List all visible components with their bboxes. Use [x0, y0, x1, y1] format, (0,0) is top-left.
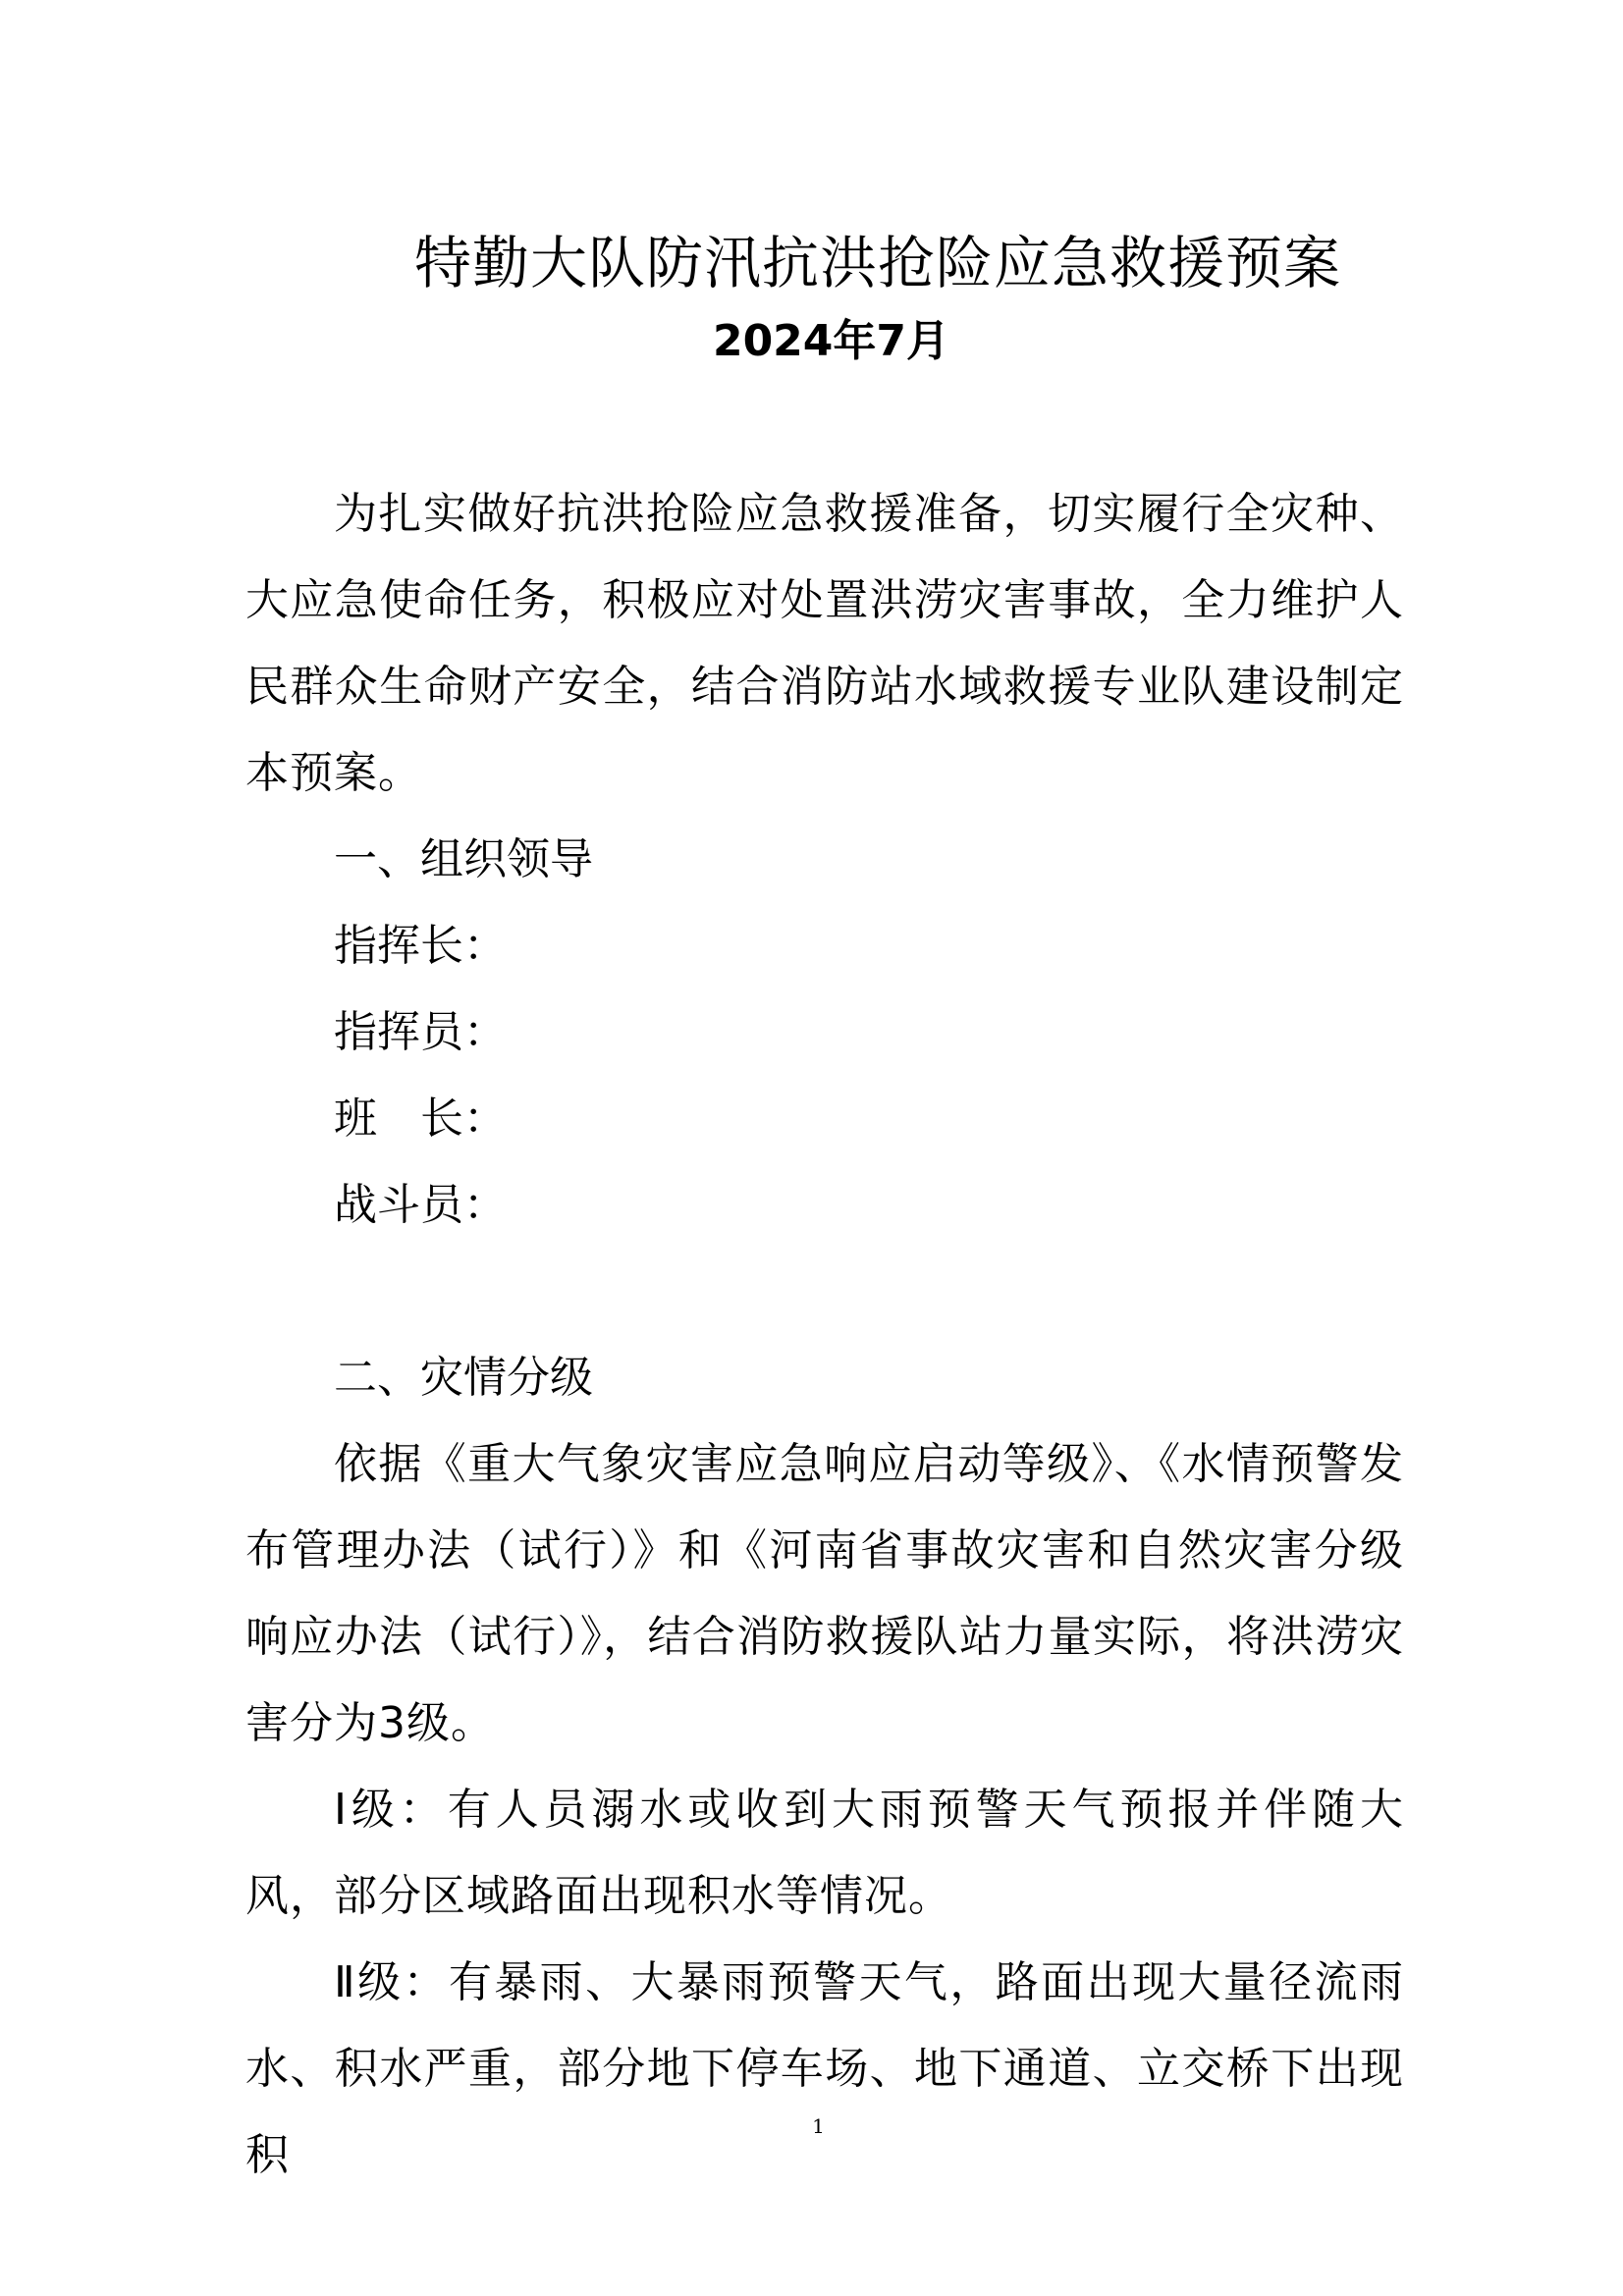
role-commanding-officer: 指挥员：: [334, 1007, 507, 1057]
level-2-paragraph: Ⅱ级：有暴雨、大暴雨预警天气，路面出现大量径流雨水、积水严重，部分地下停车场、地下通道、立交桥下出现积: [245, 1957, 1404, 2180]
blank-line: [245, 1249, 1404, 1335]
role-commander: 指挥长：: [334, 921, 507, 971]
document-title: 特勤大队防汛抗洪抢险应急救援预案: [413, 230, 1341, 296]
document-date: 2024年7月: [712, 316, 950, 366]
section2-heading: 二、灾情分级: [334, 1353, 593, 1403]
section1-heading: 一、组织领导: [334, 834, 593, 884]
role-firefighter: 战斗员：: [334, 1180, 507, 1230]
page-number: 1: [812, 2114, 825, 2138]
role-squad-leader: 班 长：: [334, 1094, 507, 1144]
section2-paragraph: 依据《重大气象灾害应急响应启动等级》、《水情预警发布管理办法（试行）》和《河南省事故灾害和自然灾害分级响应办法（试行）》，结合消防救援队站力量实际，将洪涝灾害分为3级。: [245, 1439, 1404, 1748]
document-body: [245, 471, 1404, 2199]
intro-paragraph: 为扎实做好抗洪抢险应急救援准备，切实履行全灾种、大应急使命任务，积极应对处置洪涝灾害事故，全力维护人民群众生命财产安全，结合消防站水域救援专业队建设制定本预案。: [245, 489, 1404, 798]
level-1-paragraph: Ⅰ级：有人员溺水或收到大雨预警天气预报并伴随大风，部分区域路面出现积水等情况。: [245, 1785, 1404, 1921]
